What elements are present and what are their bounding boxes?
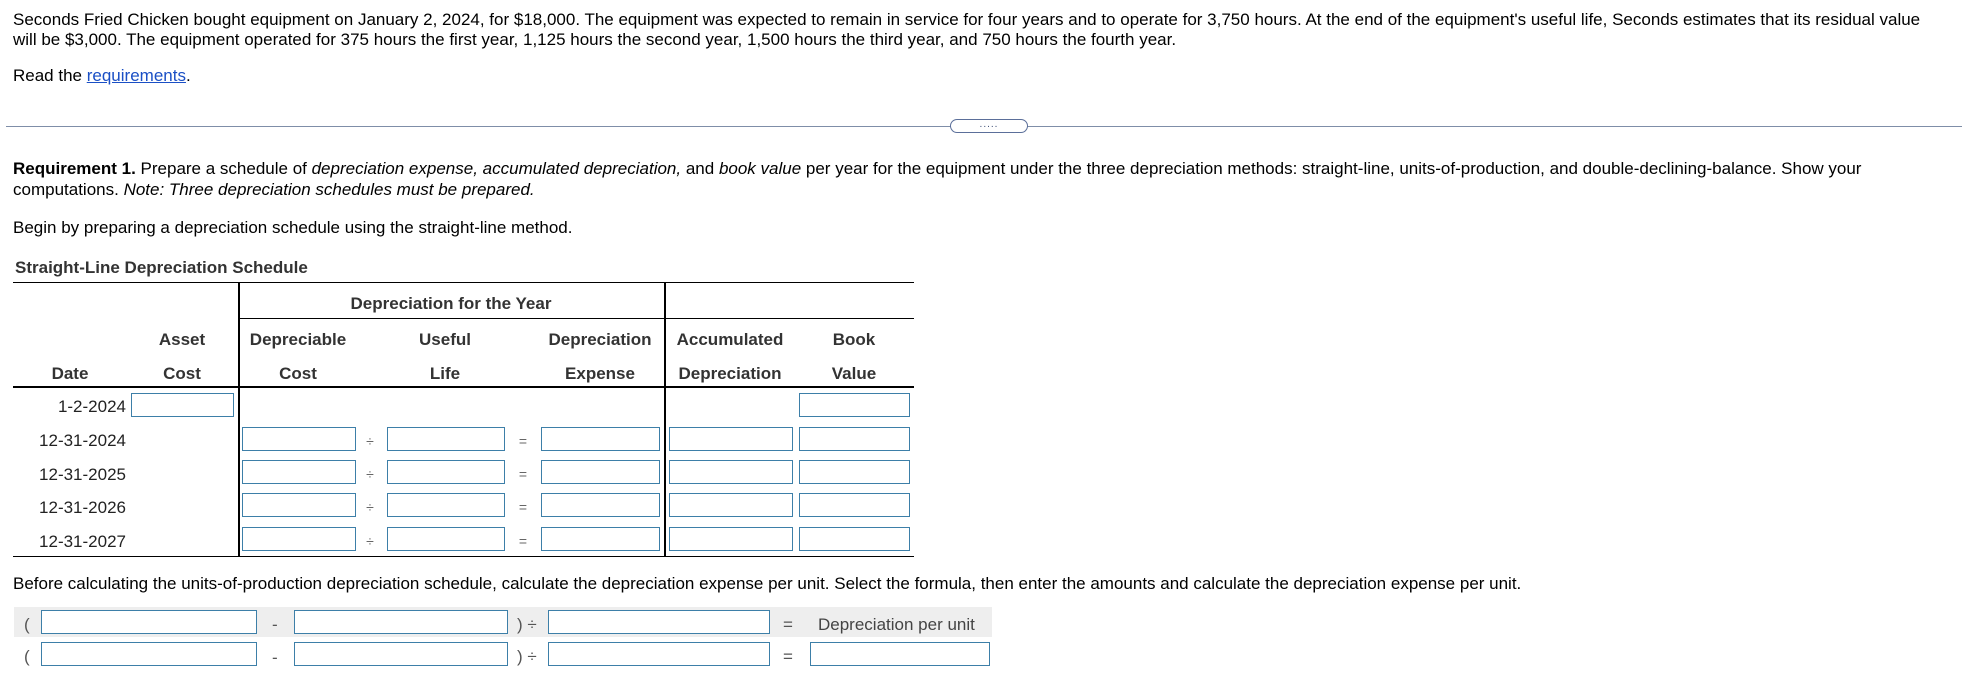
amount-input-3[interactable] xyxy=(548,642,770,666)
date-cell: 12-31-2027 xyxy=(39,532,126,551)
read-prefix: Read the xyxy=(13,66,87,85)
read-suffix: . xyxy=(185,66,191,85)
header-dep-exp-1: Depreciation xyxy=(548,330,652,349)
divide-sign: ÷ xyxy=(366,533,374,549)
header-book-2: Value xyxy=(831,364,877,383)
units-intro: Before calculating the units-of-production depreciation schedule, calculate the depreciation expense per unit. Select the formula, then enter the amounts and calculate the depreciation expense per unit. xyxy=(13,574,1522,593)
requirement-label: Requirement 1. xyxy=(13,159,136,178)
header-accum-2: Depreciation xyxy=(678,364,782,383)
header-bottom-rule xyxy=(13,386,914,388)
header-accum-1: Accumulated xyxy=(676,330,784,349)
divide-sign: ÷ xyxy=(366,499,374,515)
header-asset-cost-2: Cost xyxy=(163,364,201,383)
depreciation-per-unit-input[interactable] xyxy=(810,642,990,666)
depreciation-expense-input-row-4[interactable] xyxy=(541,527,660,551)
depreciable-cost-input-row-3[interactable] xyxy=(242,493,356,517)
equals-sign: = xyxy=(783,615,793,634)
amount-input-2[interactable] xyxy=(294,642,508,666)
req-text-a: Prepare a schedule of xyxy=(135,159,312,178)
problem-line-1: Seconds Fried Chicken bought equipment on January 2, 2024, for $18,000. The equipment was expected to remain in service for four years and to operate for 3,750 hours. At the end of the equipment's useful life, Seconds estimates that its residual value xyxy=(13,10,1921,29)
depreciable-cost-input-row-4[interactable] xyxy=(242,527,356,551)
book-value-input-row-1[interactable] xyxy=(799,427,910,451)
minus-sign: - xyxy=(272,615,278,634)
open-paren: ( xyxy=(24,615,30,634)
schedule-title: Straight-Line Depreciation Schedule xyxy=(15,258,308,277)
begin-instruction: Begin by preparing a depreciation schedule using the straight-line method. xyxy=(13,218,573,237)
amount-input-1[interactable] xyxy=(41,642,257,666)
header-book-1: Book xyxy=(832,330,876,349)
minus-sign: - xyxy=(272,648,278,667)
close-paren-divide: ) ÷ xyxy=(517,647,537,666)
equals-sign: = xyxy=(783,647,793,666)
depreciation-expense-input-row-1[interactable] xyxy=(541,427,660,451)
equals-sign: = xyxy=(518,433,528,449)
book-value-input-row-4[interactable] xyxy=(799,527,910,551)
depreciation-per-unit-label: Depreciation per unit xyxy=(818,615,975,634)
header-useful-life-1: Useful xyxy=(419,330,471,349)
divide-sign: ÷ xyxy=(366,466,374,482)
book-value-input-row-3[interactable] xyxy=(799,493,910,517)
req-text-c: per year for the equipment under the three depreciation methods: straight-line, units-of-production, and double-declining-balance. Show your xyxy=(801,159,1862,178)
accumulated-depreciation-input-row-3[interactable] xyxy=(669,493,793,517)
accumulated-depreciation-input-row-1[interactable] xyxy=(669,427,793,451)
depreciable-cost-input-row-1[interactable] xyxy=(242,427,356,451)
equals-sign: = xyxy=(518,466,528,482)
problem-line-2: will be $3,000. The equipment operated for 375 hours the first year, 1,125 hours the second year, 1,500 hours the third year, and 750 hours the fourth year. xyxy=(13,30,1177,49)
group-header-rule xyxy=(238,318,914,319)
req-italic-b: book value xyxy=(718,159,802,178)
useful-life-input-row-2[interactable] xyxy=(387,460,505,484)
useful-life-input-row-4[interactable] xyxy=(387,527,505,551)
equals-sign: = xyxy=(518,533,528,549)
req-line2-text: computations. xyxy=(13,180,124,199)
useful-life-input-row-1[interactable] xyxy=(387,427,505,451)
req-line2-italic: Note: Three depreciation schedules must be prepared. xyxy=(123,180,535,199)
formula-input-2[interactable] xyxy=(294,610,508,634)
header-date: Date xyxy=(51,364,89,383)
useful-life-input-row-3[interactable] xyxy=(387,493,505,517)
asset-cost-input[interactable] xyxy=(131,393,234,417)
date-cell: 12-31-2026 xyxy=(39,498,126,517)
requirements-link[interactable]: requirements xyxy=(86,66,186,85)
date-cell: 12-31-2024 xyxy=(39,431,126,450)
req-text-b: and xyxy=(681,159,719,178)
table-bottom-border xyxy=(13,556,914,557)
formula-input-1[interactable] xyxy=(41,610,257,634)
header-useful-life-2: Life xyxy=(429,364,461,383)
table-divider-right xyxy=(664,282,666,556)
header-dep-cost-2: Cost xyxy=(279,364,317,383)
close-paren-divide: ) ÷ xyxy=(517,615,537,634)
depreciation-expense-input-row-3[interactable] xyxy=(541,493,660,517)
book-value-input-row-2[interactable] xyxy=(799,460,910,484)
header-dep-cost-1: Depreciable xyxy=(249,330,347,349)
divider-handle[interactable]: ..... xyxy=(950,119,1028,133)
date-cell: 12-31-2025 xyxy=(39,465,126,484)
requirement-line-1 xyxy=(13,159,1861,179)
formula-input-3[interactable] xyxy=(548,610,770,634)
read-requirements xyxy=(13,66,191,86)
header-dep-exp-2: Expense xyxy=(565,364,635,383)
date-cell: 1-2-2024 xyxy=(57,397,126,416)
table-divider-left xyxy=(238,282,240,556)
book-value-input-row-0[interactable] xyxy=(799,393,910,417)
open-paren: ( xyxy=(24,647,30,666)
group-header: Depreciation for the Year xyxy=(350,294,552,313)
equals-sign: = xyxy=(518,499,528,515)
accumulated-depreciation-input-row-2[interactable] xyxy=(669,460,793,484)
table-top-border xyxy=(13,282,914,283)
depreciation-expense-input-row-2[interactable] xyxy=(541,460,660,484)
requirement-line-2 xyxy=(13,180,535,200)
accumulated-depreciation-input-row-4[interactable] xyxy=(669,527,793,551)
divide-sign: ÷ xyxy=(366,433,374,449)
header-asset-cost-1: Asset xyxy=(158,330,206,349)
req-italic-a: depreciation expense, accumulated depreciation, xyxy=(311,159,682,178)
depreciable-cost-input-row-2[interactable] xyxy=(242,460,356,484)
